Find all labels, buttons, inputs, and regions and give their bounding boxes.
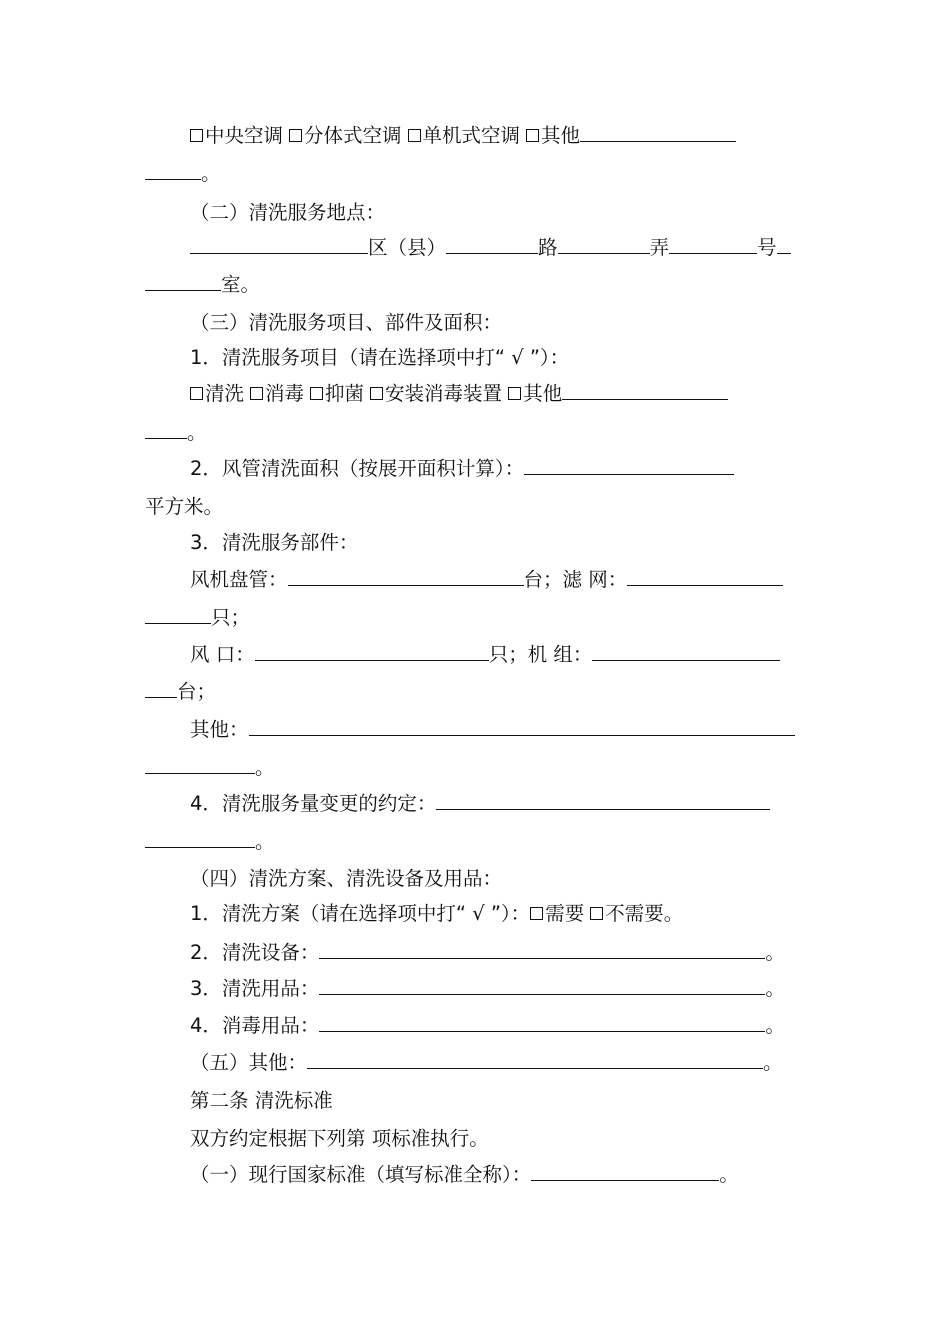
blank-vent[interactable] xyxy=(255,643,489,661)
duct-area-unit: 平方米。 xyxy=(145,495,224,518)
blank-number[interactable] xyxy=(777,236,791,254)
equipment-label: 2．清洗设备： xyxy=(190,941,320,964)
checkbox-standalone-ac[interactable] xyxy=(408,129,421,142)
blank-unit[interactable] xyxy=(592,643,780,661)
blank-fan-coil[interactable] xyxy=(288,568,524,586)
road-label: 路 xyxy=(538,236,558,259)
service-options xyxy=(190,382,728,406)
end-mark: 。 xyxy=(201,162,221,185)
ac-type-continued xyxy=(145,162,221,186)
service-options-cont xyxy=(145,421,207,445)
checkbox-other-ac[interactable] xyxy=(526,129,539,142)
blank-duct-area[interactable] xyxy=(524,457,734,475)
item4-title: 4．清洗服务量变更的约定： xyxy=(190,792,437,815)
blank-filter-cont[interactable] xyxy=(145,606,211,624)
address-line-2 xyxy=(145,273,260,297)
duct-area-line xyxy=(190,457,734,481)
blank-other-service-cont[interactable] xyxy=(145,421,187,439)
option-plan-needed: 需要 xyxy=(545,902,585,925)
filter-label: 滤 网： xyxy=(562,568,628,591)
checkbox-split-ac[interactable] xyxy=(289,129,302,142)
option-central-ac: 中央空调 xyxy=(205,124,284,147)
vent-label: 风 口： xyxy=(190,643,255,666)
checkbox-plan-not-needed[interactable] xyxy=(590,907,603,920)
unit-label: 机 组： xyxy=(527,643,593,666)
blank-other-ac-cont[interactable] xyxy=(145,162,201,180)
disinfect-line xyxy=(190,1014,785,1038)
blank-change-agreement-cont[interactable] xyxy=(145,830,255,848)
section4-heading: （四）清洗方案、清洗设备及用品： xyxy=(190,867,503,890)
blank-other-parts-cont[interactable] xyxy=(145,756,255,774)
other-parts-cont xyxy=(145,756,275,780)
unit-unit: 台； xyxy=(177,680,217,703)
equipment-end: 。 xyxy=(765,941,785,964)
standard1-line xyxy=(190,1163,739,1187)
checkbox-other-service[interactable] xyxy=(508,387,521,400)
blank-filter[interactable] xyxy=(627,568,783,586)
blank-room[interactable] xyxy=(145,273,221,291)
lane-label: 弄 xyxy=(649,236,670,259)
fan-coil-unit: 台； xyxy=(523,568,563,591)
blank-road[interactable] xyxy=(558,236,650,254)
checkbox-antibacterial[interactable] xyxy=(310,387,323,400)
ac-type-options xyxy=(190,124,736,148)
blank-section5[interactable] xyxy=(307,1051,763,1069)
other-end: 。 xyxy=(255,756,275,779)
option-other-service: 其他 xyxy=(523,382,563,405)
section5-heading: （五）其他： xyxy=(190,1051,308,1074)
other-parts-line xyxy=(190,718,795,742)
vent-unit: 只； xyxy=(488,643,528,666)
blank-unit-cont[interactable] xyxy=(145,680,177,698)
blank-std1[interactable] xyxy=(531,1163,719,1181)
blank-district[interactable] xyxy=(446,236,538,254)
option-install-device: 安装消毒装置 xyxy=(385,382,503,405)
supplies-end: 。 xyxy=(765,977,785,1000)
std1-end: 。 xyxy=(719,1163,739,1186)
blank-supplies[interactable] xyxy=(319,977,765,995)
checkbox-disinfect[interactable] xyxy=(250,387,263,400)
fan-coil-line xyxy=(190,568,783,592)
plan-line xyxy=(190,902,683,926)
blank-equipment[interactable] xyxy=(319,941,765,959)
address-line xyxy=(190,236,791,260)
section3-heading: （三）清洗服务项目、部件及面积： xyxy=(190,311,503,334)
fan-coil-label: 风机盘管： xyxy=(190,568,288,591)
room-label: 室。 xyxy=(221,273,261,296)
blank-lane[interactable] xyxy=(669,236,757,254)
std1-label: （一）现行国家标准（填写标准全称）： xyxy=(190,1163,532,1186)
number-label: 号 xyxy=(757,236,777,259)
checkbox-central-ac[interactable] xyxy=(190,129,203,142)
district-label: 区（县） xyxy=(368,236,447,259)
blank-other-ac[interactable] xyxy=(580,124,736,142)
plan-label: 1．清洗方案（请在选择项中打“ √ ”）： xyxy=(190,902,531,925)
change-agreement-line xyxy=(190,792,770,816)
blank-change-agreement[interactable] xyxy=(436,792,770,810)
equipment-line xyxy=(190,941,785,965)
blank-disinfect[interactable] xyxy=(319,1014,765,1032)
vent-line xyxy=(190,643,780,667)
option-split-ac: 分体式空调 xyxy=(304,124,402,147)
option-disinfect: 消毒 xyxy=(265,382,305,405)
option-other-ac: 其他 xyxy=(541,124,581,147)
item1-end: 。 xyxy=(187,421,207,444)
change-agreement-cont xyxy=(145,830,275,854)
item2-title: 2．风管清洗面积（按展开面积计算）： xyxy=(190,457,525,480)
filter-line-cont xyxy=(145,606,250,630)
unit-line-cont xyxy=(145,680,216,704)
supplies-line xyxy=(190,977,785,1001)
blank-other-parts[interactable] xyxy=(249,718,795,736)
checkbox-plan-needed[interactable] xyxy=(530,907,543,920)
section5-line xyxy=(190,1051,783,1075)
article2-intro: 双方约定根据下列第 项标准执行。 xyxy=(190,1127,489,1150)
option-standalone-ac: 单机式空调 xyxy=(422,124,521,147)
checkbox-install-device[interactable] xyxy=(370,387,383,400)
other-label: 其他： xyxy=(190,718,249,741)
option-plan-not-needed: 不需要。 xyxy=(605,902,684,925)
section2-heading: （二）清洗服务地点： xyxy=(190,201,386,224)
supplies-label: 3．清洗用品： xyxy=(190,977,320,1000)
item4-end: 。 xyxy=(255,830,275,853)
item1-title: 1．清洗服务项目（请在选择项中打“ √ ”）： xyxy=(190,346,570,369)
item3-title: 3．清洗服务部件： xyxy=(190,531,359,554)
checkbox-clean[interactable] xyxy=(190,387,203,400)
option-clean: 清洗 xyxy=(205,382,245,405)
section5-end: 。 xyxy=(763,1051,783,1074)
disinfect-end: 。 xyxy=(765,1014,785,1037)
blank-other-service[interactable] xyxy=(562,382,728,400)
filter-unit: 只； xyxy=(211,606,251,629)
blank-city[interactable] xyxy=(190,236,368,254)
option-antibacterial: 抑菌 xyxy=(325,382,365,405)
article2-title: 第二条 清洗标准 xyxy=(190,1089,333,1112)
disinfect-label: 4．消毒用品： xyxy=(190,1014,320,1037)
